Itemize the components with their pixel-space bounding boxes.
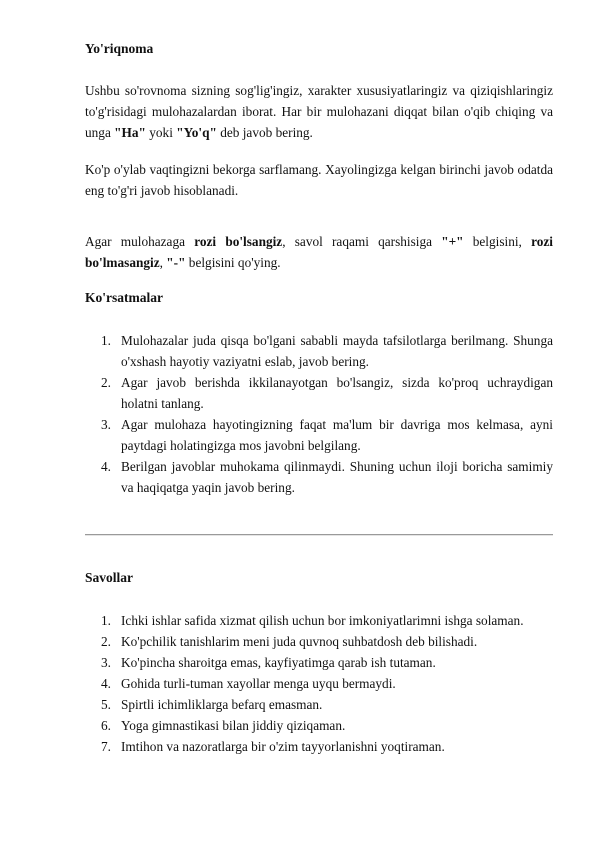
question-item (85, 736, 553, 757)
list-item-number: 3. (101, 417, 111, 432)
questions-list (85, 610, 553, 757)
question-item (85, 694, 553, 715)
question-item (85, 715, 553, 736)
list-item (85, 330, 553, 372)
question-number: 3. (101, 655, 111, 670)
list-item-text: Agar javob berishda ikkilanayotgan bo'lsangiz, sizda ko'proq uchraydigan holatni tanlang. (121, 375, 553, 411)
answer-no-label: "Yo'q" (176, 125, 217, 140)
text-span: Agar mulohazaga (85, 234, 195, 249)
question-text: Spirtli ichimliklarga befarq emasman. (121, 697, 323, 712)
list-item (85, 372, 553, 414)
instructions-paragraph-1 (85, 80, 553, 143)
advice-heading: Ko'rsatmalar (85, 290, 163, 305)
list-item (85, 456, 553, 498)
answer-yes-label: "Ha" (114, 125, 146, 140)
instructions-paragraph-2: Ko'p o'ylab vaqtingizni bekorga sarflamang. Xayolingizga kelgan birinchi javob odatda eng to'g'ri javob hisoblanadi. (85, 162, 553, 198)
question-number: 6. (101, 718, 111, 733)
minus-sign-label: "-" (166, 255, 186, 270)
list-item-number: 4. (101, 459, 111, 474)
list-item-number: 1. (101, 333, 111, 348)
question-text: Ichki ishlar safida xizmat qilish uchun bor imkoniyatlarimni ishga solaman. (121, 613, 524, 628)
list-item-number: 2. (101, 375, 111, 390)
question-number: 2. (101, 634, 111, 649)
text-span: belgisini, (463, 234, 532, 249)
question-text: Ko'pchilik tanishlarim meni juda quvnoq suhbatdosh deb bilishadi. (121, 634, 478, 649)
text-span: Ushbu so'rovnoma sizning sog'lig'ingiz, xarakter xususiyatlaringiz va qiziqishlaringiz to'g'risidagi mulohazalardan iborat. Har bir mulohazani diqqat bilan o'qib chiqing va unga (85, 83, 553, 140)
question-item (85, 631, 553, 652)
list-item (85, 414, 553, 456)
question-number: 4. (101, 676, 111, 691)
question-number: 5. (101, 697, 111, 712)
question-text: Ko'pincha sharoitga emas, kayfiyatimga qarab ish tutaman. (121, 655, 436, 670)
list-item-text: Mulohazalar juda qisqa bo'lgani sababli mayda tafsilotlarga berilmang. Shunga o'xshash hayotiy vaziyatni eslab, javob bering. (121, 333, 553, 369)
agree-label: rozi bo'lsangiz (194, 234, 283, 249)
disagree-label: rozi bo'lmasangiz (85, 234, 553, 270)
section-divider (85, 534, 553, 536)
question-text: Imtihon va nazoratlarga bir o'zim tayyorlanishni yoqtiraman. (121, 739, 445, 754)
questions-heading: Savollar (85, 570, 134, 585)
question-text: Yoga gimnastikasi bilan jiddiy qiziqaman. (121, 718, 346, 733)
plus-sign-label: "+" (441, 234, 464, 249)
question-item (85, 673, 553, 694)
advice-list (85, 330, 553, 498)
text-span: deb javob bering. (216, 125, 313, 140)
text-span: belgisini qo'ying. (185, 255, 281, 270)
question-number: 1. (101, 613, 111, 628)
question-text: Gohida turli-tuman xayollar menga uyqu bermaydi. (121, 676, 396, 691)
question-item (85, 652, 553, 673)
list-item-text: Agar mulohaza hayotingizning faqat ma'lum bir davriga mos kelmasa, ayni paytdagi holatingizga mos javobni belgilang. (121, 417, 553, 453)
instructions-heading: Yo'riqnoma (85, 41, 154, 56)
text-span: , savol raqami qarshisiga (282, 234, 442, 249)
list-item-text: Berilgan javoblar muhokama qilinmaydi. Shuning uchun iloji boricha samimiy va haqiqatga yaqin javob bering. (121, 459, 553, 495)
question-number: 7. (101, 739, 111, 754)
instructions-paragraph-3 (85, 231, 553, 273)
text-span: , (159, 255, 167, 270)
text-span: yoki (145, 125, 177, 140)
question-item (85, 610, 553, 631)
